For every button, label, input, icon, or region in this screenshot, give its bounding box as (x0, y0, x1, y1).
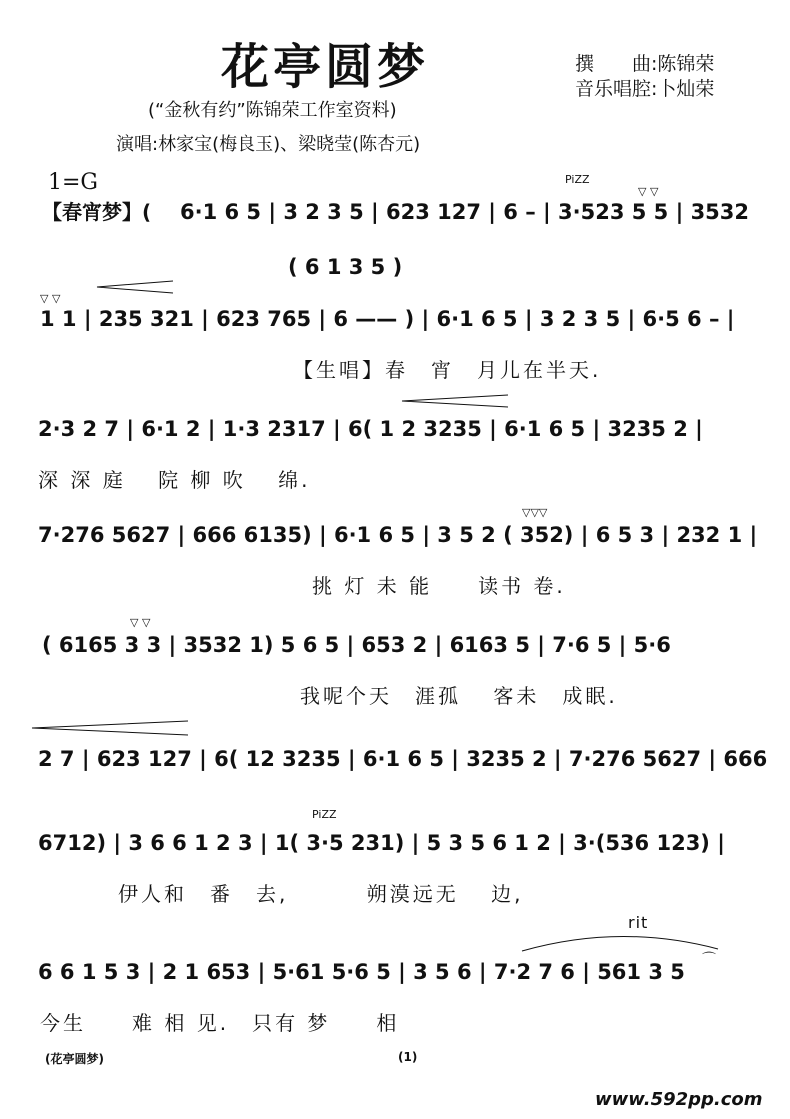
lyrics-line: 我呢个天 涯孤 客未 成眠. (300, 684, 618, 708)
crescendo-hairpin-icon (95, 280, 175, 294)
lyrics-line: 伊人和 番 去, 朔漠远无 边, (118, 882, 524, 906)
composer-credit: 撰 曲:陈锦荣 (575, 53, 715, 75)
accent-marks: ▽ ▽ (130, 616, 151, 629)
footer-song-name: (花亭圆梦) (45, 1052, 104, 1066)
lyrics-line: 今生 难 相 见. 只有 梦 相 (40, 1011, 400, 1035)
singers-line: 演唱:林家宝(梅良玉)、梁晓莹(陈杏元) (116, 134, 421, 155)
fermata-icon: ⌒ (702, 952, 716, 968)
notation-line: 7·276 5627 | 666 6135) | 6·1 6 5 | 3 5 2 ( 352) | 6 5 3 | 232 1 | (38, 523, 758, 547)
singing-credit: 音乐唱腔:卜灿荣 (575, 78, 715, 100)
accent-marks: ▽ ▽ (40, 292, 61, 305)
accent-marks: ▽ ▽ (638, 185, 659, 198)
lyrics-line: 【生唱】春 宵 月儿在半天. (293, 358, 602, 382)
lyrics-line: 深 深 庭 院 柳 吹 绵. (38, 468, 311, 492)
page-number: (1) (398, 1050, 418, 1064)
accent-marks: ▽▽▽ (522, 506, 548, 519)
website-watermark: www.592pp.com (595, 1089, 763, 1110)
pizz-mark: PiZZ (565, 173, 590, 186)
crescendo-hairpin-icon (400, 394, 510, 408)
notation-line: 2·3 2 7 | 6·1 2 | 1·3 2317 | 6( 1 2 3235 | 6·1 6 5 | 3235 2 | (38, 417, 703, 441)
section-label: 【春宵梦】( (42, 200, 152, 224)
crescendo-hairpin-icon (30, 720, 190, 736)
credits (575, 52, 714, 102)
alternate-notation: ( 6 1 3 5 ) (288, 255, 403, 279)
key-signature: 1=G (48, 170, 99, 195)
notation-line: 6712) | 3 6 6 1 2 3 | 1( 3·5 231) | 5 3 5 6 1 2 | 3·(536 123) | (38, 831, 725, 855)
song-title: 花亭圆梦 (220, 39, 429, 95)
pizz-mark: PiZZ (312, 808, 337, 821)
lyrics-line: 挑 灯 未 能 读书 卷. (312, 574, 566, 598)
notation-line: 2 7 | 623 127 | 6( 12 3235 | 6·1 6 5 | 3235 2 | 7·276 5627 | 666 (38, 747, 768, 771)
notation-line: ( 6165 3 3 | 3532 1) 5 6 5 | 653 2 | 6163 5 | 7·6 5 | 5·6 (42, 633, 671, 657)
notation-line: 6·1 6 5 | 3 2 3 5 | 623 127 | 6 – | 3·523 5 5 | 3532 (180, 200, 750, 224)
subtitle: (“金秋有约”陈锦荣工作室资料) (148, 100, 397, 121)
slur-arc-icon (520, 927, 720, 953)
notation-line: 6 6 1 5 3 | 2 1 653 | 5·61 5·6 5 | 3 5 6 | 7·2 7 6 | 561 3 5 (38, 960, 685, 984)
ritardando-mark: rit (628, 913, 649, 932)
notation-line: 1 1 | 235 321 | 623 765 | 6 —— ) | 6·1 6 5 | 3 2 3 5 | 6·5 6 – | (40, 307, 735, 331)
